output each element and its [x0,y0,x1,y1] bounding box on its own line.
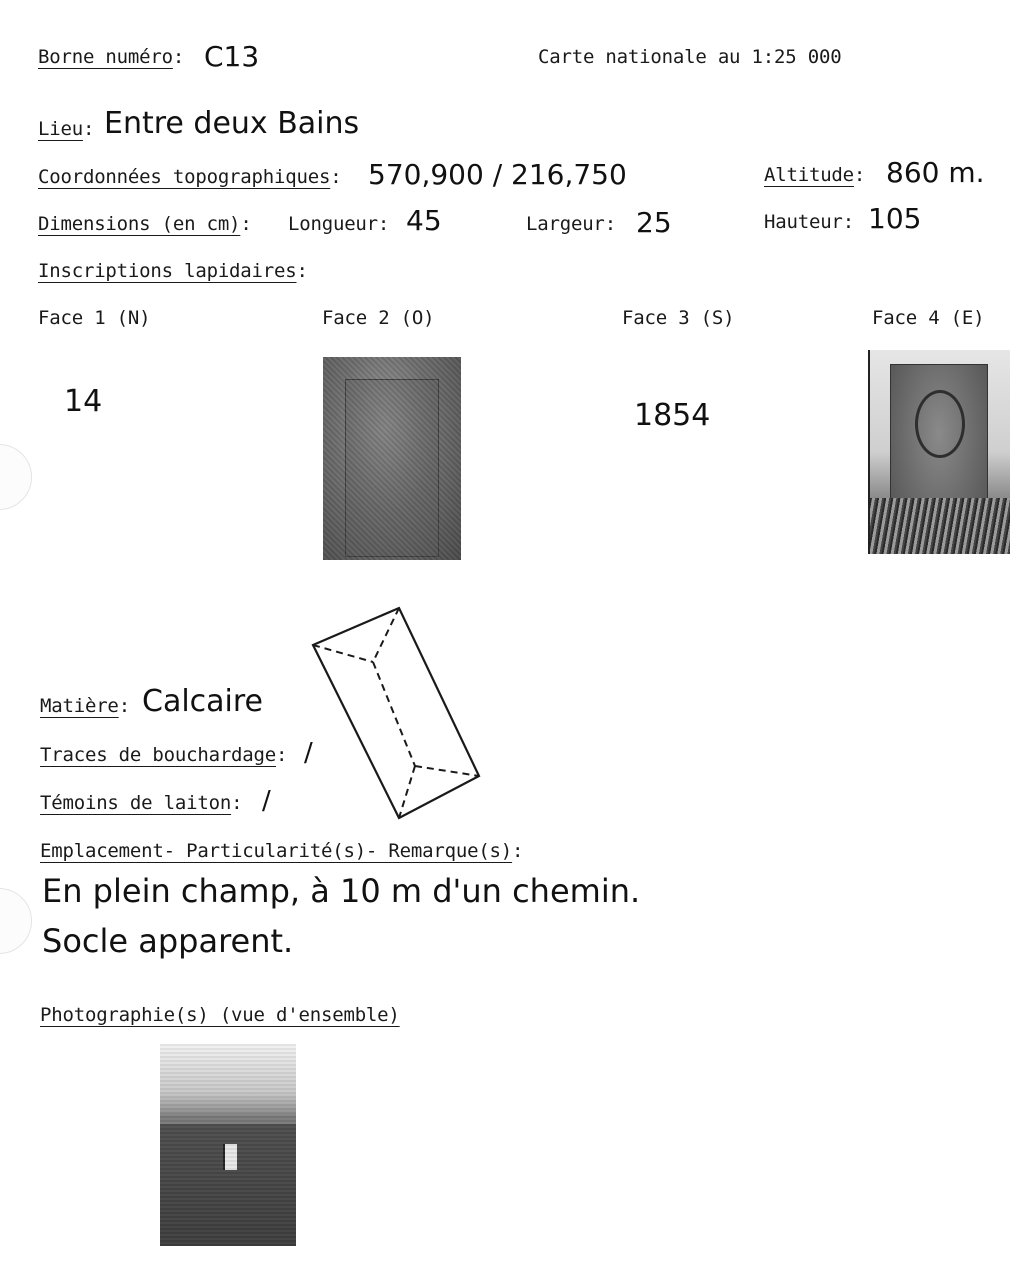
bouchardage-label: Traces de bouchardage [40,744,277,766]
carte-nationale: Carte nationale au 1:25 000 [538,46,842,68]
binder-hole-bottom [0,888,32,954]
dimensions-label: Dimensions (en cm) [38,213,241,235]
borne-label: Borne numéro [38,46,173,68]
face-2-photo-grain [323,357,461,560]
bouchardage-field: Traces de bouchardage: [40,744,288,766]
overview-photo-grain [160,1044,296,1246]
borne-value: C13 [204,40,260,73]
hauteur-label: Hauteur: [764,211,854,233]
hauteur-value: 105 [868,202,922,235]
emplacement-field: Emplacement- Particularité(s)- Remarque(s): [40,840,524,862]
lieu-label: Lieu [38,118,83,140]
matiere-field: Matière: [40,695,130,717]
face-2-photo [323,357,461,560]
altitude-field: Altitude: [764,164,866,186]
largeur-label: Largeur: [526,213,616,235]
coords-value: 570,900 / 216,750 [368,158,627,191]
matiere-label: Matière [40,695,119,717]
face-1-inscription: 14 [64,384,103,419]
coords-label: Coordonnées topographiques [38,166,331,188]
overview-photo [160,1044,296,1246]
laiton-field: Témoins de laiton: [40,792,243,814]
longueur-value: 45 [406,204,442,237]
face-3-inscription: 1854 [634,398,711,433]
face-4-carved-oval [915,390,965,458]
face-4-photo [868,350,1010,554]
longueur-label: Longueur: [288,213,390,235]
photographie-label: Photographie(s) (vue d'ensemble) [40,1004,400,1026]
face-4-grass [870,498,1010,554]
face-4-label: Face 4 (E) [872,307,985,329]
dimensions-field: Dimensions (en cm): [38,213,252,235]
coords-field: Coordonnées topographiques: [38,166,342,188]
prism-sketch [305,600,505,840]
face-3-label: Face 3 (S) [622,307,735,329]
face-2-label: Face 2 (O) [322,307,435,329]
emplacement-label: Emplacement- Particularité(s)- Remarque(s) [40,840,513,862]
largeur-value: 25 [636,206,672,239]
inscriptions-field: Inscriptions lapidaires: [38,260,308,282]
laiton-value: / [262,786,271,816]
altitude-label: Altitude [764,164,854,186]
altitude-value: 860 m. [886,156,985,189]
lieu-field: Lieu: [38,118,95,140]
face-1-label: Face 1 (N) [38,307,151,329]
photographie-field [40,1004,400,1026]
emplacement-line-1: En plein champ, à 10 m d'un chemin. [42,872,641,910]
emplacement-line-2: Socle apparent. [42,922,294,960]
laiton-label: Témoins de laiton [40,792,232,814]
binder-hole-top [0,444,32,510]
matiere-value: Calcaire [142,684,264,719]
borne-field: Borne numéro: [38,46,185,68]
lieu-value: Entre deux Bains [104,106,360,141]
inscriptions-label: Inscriptions lapidaires [38,260,297,282]
bouchardage-value: / [304,738,313,768]
